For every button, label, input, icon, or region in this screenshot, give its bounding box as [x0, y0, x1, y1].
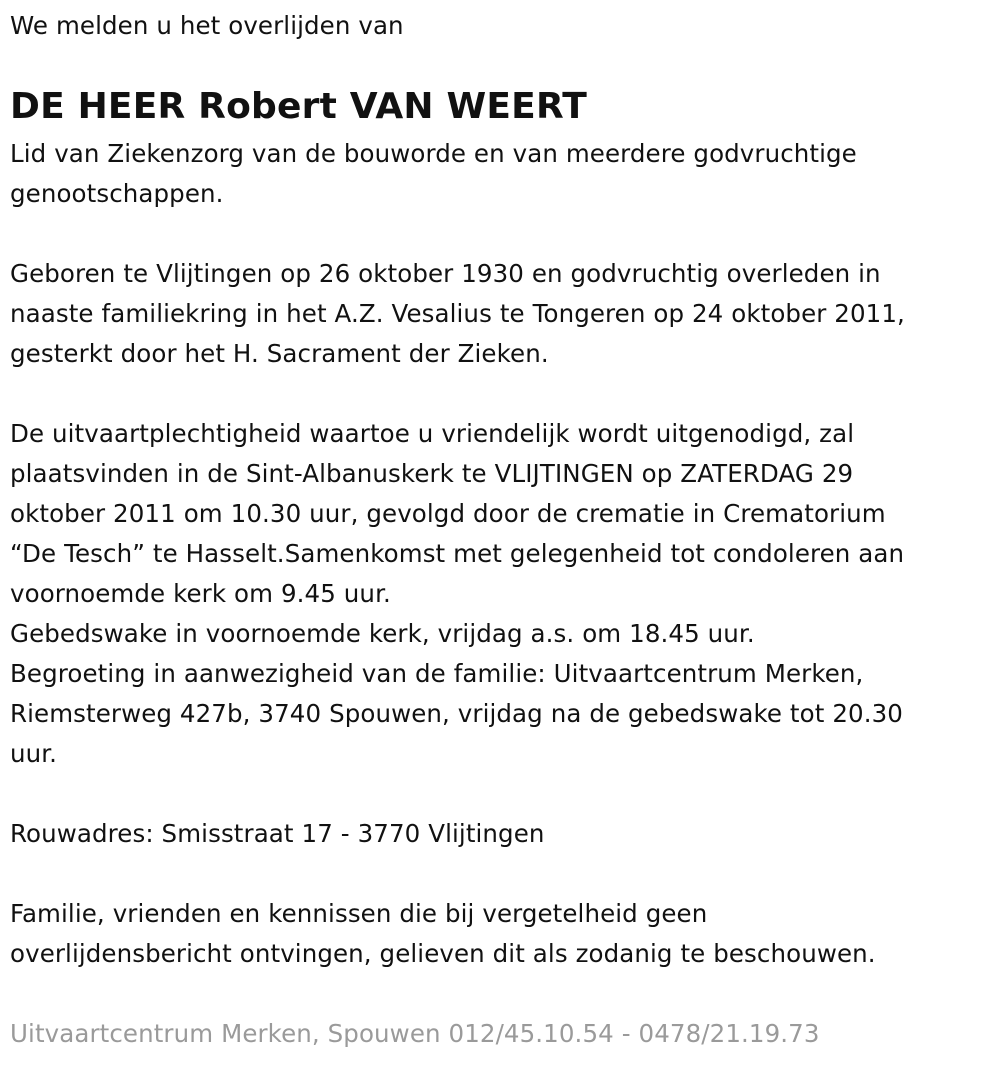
text-line: plaatsvinden in de Sint-Albanuskerk te VLIJTINGEN op ZATERDAG 29 — [10, 459, 854, 488]
text-line: Geboren te Vlijtingen op 26 oktober 1930 en godvruchtig overleden in — [10, 259, 881, 288]
funeral-home-footer: Uitvaartcentrum Merken, Spouwen 012/45.10.54 - 0478/21.19.73 — [10, 1019, 820, 1048]
text-line: Familie, vrienden en kennissen die bij vergetelheid geen — [10, 899, 708, 928]
birth-death-paragraph — [10, 254, 905, 374]
text-line: Lid van Ziekenzorg van de bouworde en van meerdere godvruchtige — [10, 139, 857, 168]
funeral-paragraph — [10, 414, 904, 774]
deceased-name: DE HEER Robert VAN WEERT — [10, 86, 588, 127]
text-line: “De Tesch” te Hasselt.Samenkomst met gelegenheid tot condoleren aan — [10, 539, 905, 568]
text-line: genootschappen. — [10, 179, 224, 208]
text-line: oktober 2011 om 10.30 uur, gevolgd door de crematie in Crematorium — [10, 499, 886, 528]
text-line: overlijdensbericht ontvingen, gelieven dit als zodanig te beschouwen. — [10, 939, 876, 968]
membership-paragraph — [10, 134, 857, 214]
text-line: Gebedswake in voornoemde kerk, vrijdag a.s. om 18.45 uur. — [10, 619, 755, 648]
intro-text: We melden u het overlijden van — [10, 11, 404, 40]
text-line: Rouwadres: Smisstraat 17 - 3770 Vlijtingen — [10, 819, 545, 848]
address-paragraph — [10, 814, 545, 854]
text-line: gesterkt door het H. Sacrament der Zieken. — [10, 339, 549, 368]
text-line: voornoemde kerk om 9.45 uur. — [10, 579, 391, 608]
text-line: uur. — [10, 739, 58, 768]
text-line: Riemsterweg 427b, 3740 Spouwen, vrijdag na de gebedswake tot 20.30 — [10, 699, 903, 728]
text-line: Begroeting in aanwezigheid van de familie: Uitvaartcentrum Merken, — [10, 659, 864, 688]
closing-paragraph — [10, 894, 876, 974]
text-line: naaste familiekring in het A.Z. Vesalius te Tongeren op 24 oktober 2011, — [10, 299, 905, 328]
text-line: De uitvaartplechtigheid waartoe u vriendelijk wordt uitgenodigd, zal — [10, 419, 855, 448]
